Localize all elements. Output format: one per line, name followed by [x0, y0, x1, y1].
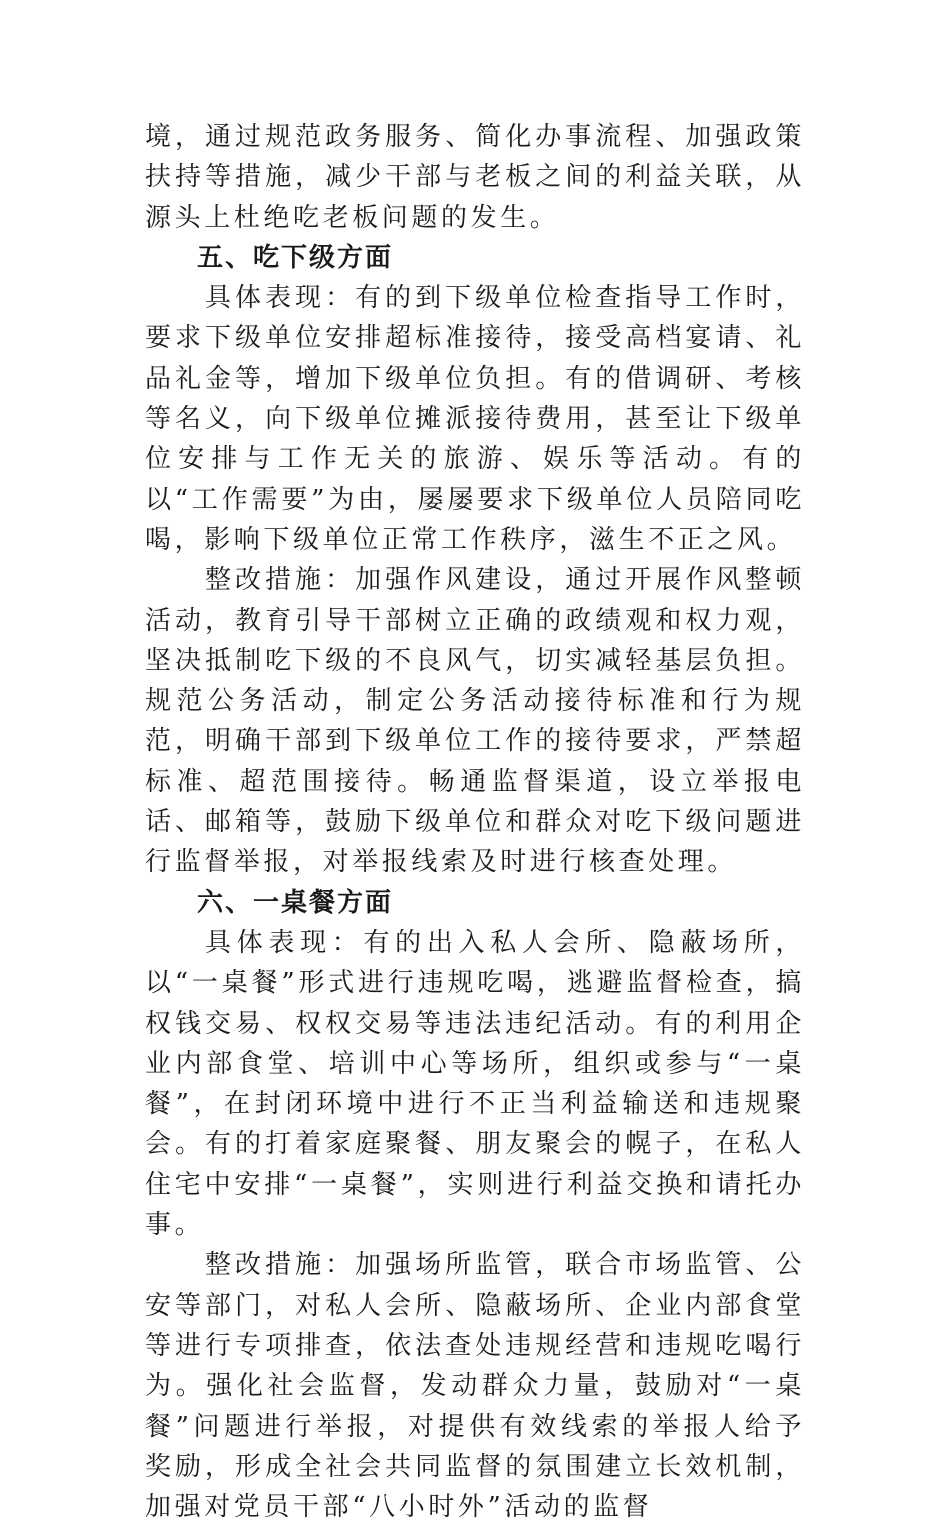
paragraph-manifestations-5: 具体表现：有的到下级单位检查指导工作时，要求下级单位安排超标准接待，接受高档宴请、礼品礼金等，增加下级单位负担。有的借调研、考核等名义，向下级单位摊派接待费用，甚至让下级单位安排与工作无关的旅游、娱乐等活动。有的以“工作需要”为由，屡屡要求下级单位人员陪同吃喝，影响下级单位正常工作秩序，滋生不正之风。	[145, 283, 805, 555]
paragraph-measures-6: 整改措施：加强场所监管，联合市场监管、公安等部门，对私人会所、隐蔽场所、企业内部食堂等进行专项排查，依法查处违规经营和违规吃喝行为。强化社会监督，发动群众力量，鼓励对“一桌餐”问题进行举报，对提供有效线索的举报人给予奖励，形成全社会共同监督的氛围建立长效机制，加强对党员干部“八小时外”活动的监督	[145, 1250, 805, 1523]
paragraph-continued: 境，通过规范政务服务、简化办事流程、加强政策扶持等措施，减少干部与老板之间的利益关联，从源头上杜绝吃老板问题的发生。	[145, 122, 805, 233]
document-body	[145, 117, 805, 1527]
paragraph-measures-5: 整改措施：加强作风建设，通过开展作风整顿活动，教育引导干部树立正确的政绩观和权力观，坚决抵制吃下级的不良风气，切实减轻基层负担。规范公务活动，制定公务活动接待标准和行为规范，明确干部到下级单位工作的接待要求，严禁超标准、超范围接待。畅通监督渠道，设立举报电话、邮箱等，鼓励下级单位和群众对吃下级问题进行监督举报，对举报线索及时进行核查处理。	[145, 565, 805, 878]
section-heading-5: 五、吃下级方面	[197, 242, 394, 273]
paragraph-manifestations-6: 具体表现：有的出入私人会所、隐蔽场所，以“一桌餐”形式进行违规吃喝，逃避监督检查，搞权钱交易、权权交易等违法违纪活动。有的利用企业内部食堂、培训中心等场所，组织或参与“一桌餐”，在封闭环境中进行不正当利益输送和违规聚会。有的打着家庭聚餐、朋友聚会的幌子，在私人住宅中安排“一桌餐”，实则进行利益交换和请托办事。	[145, 927, 805, 1241]
section-heading-6: 六、一桌餐方面	[197, 887, 394, 918]
